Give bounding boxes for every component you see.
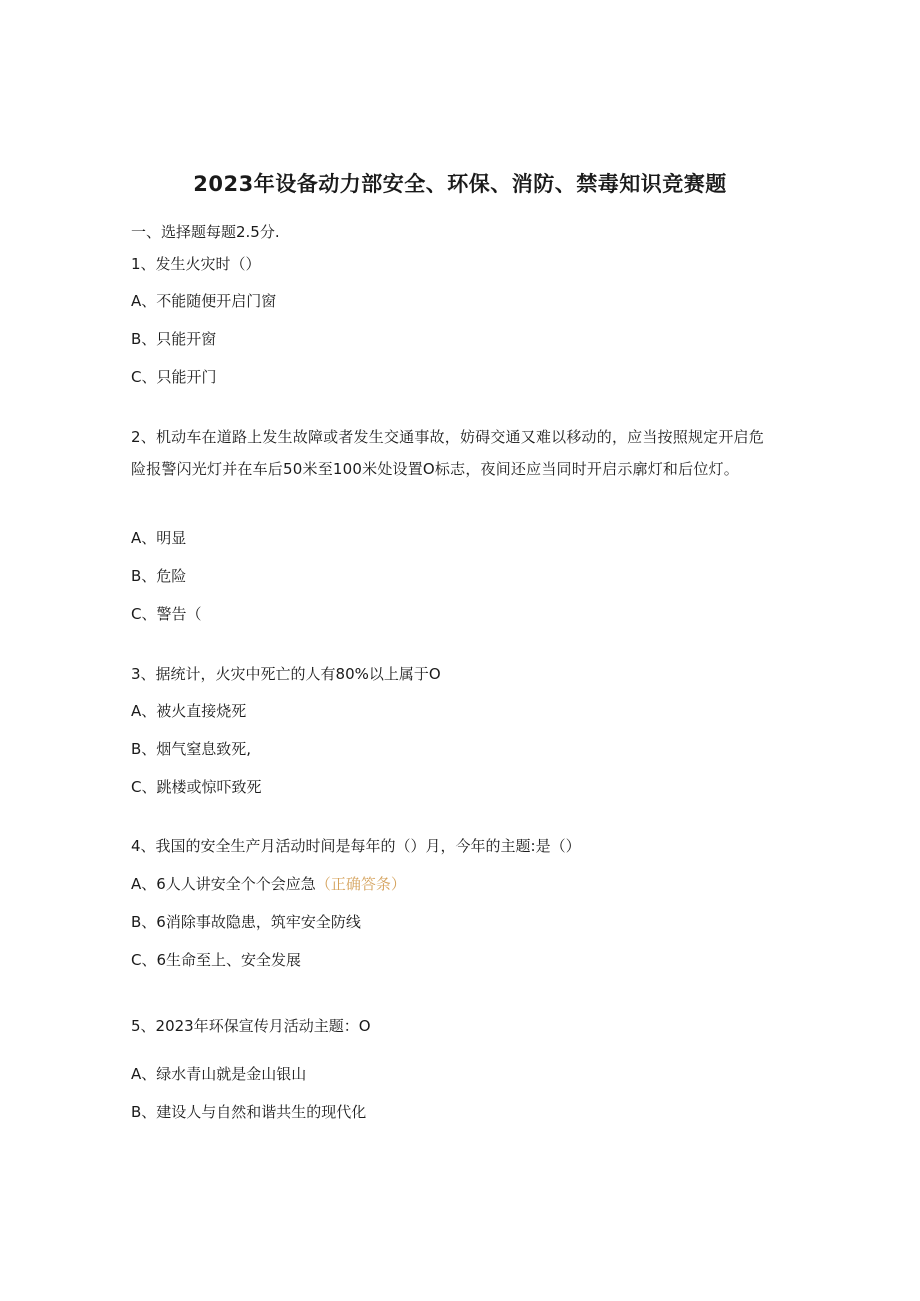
question-4-option-a-text: A、6人人讲安全个个会应急	[131, 875, 316, 893]
question-4-option-a	[131, 874, 406, 894]
question-1-option-a: A、不能随便开启门窗	[131, 292, 277, 310]
question-2-option-c: C、警告（	[131, 605, 202, 623]
section-heading: 一、选择题每题2.5分.	[131, 223, 280, 241]
question-4-stem: 4、我国的安全生产月活动时间是每年的（）月，今年的主题:是（）	[131, 837, 581, 855]
question-3-stem: 3、据统计，火灾中死亡的人有80%以上属于O	[131, 665, 441, 683]
question-2-option-b: B、危险	[131, 567, 187, 585]
question-1-option-c: C、只能开门	[131, 368, 217, 386]
question-3-option-b: B、烟气窒息致死,	[131, 740, 252, 758]
correct-answer-note: （正确答条）	[315, 875, 406, 893]
question-1-option-b: B、只能开窗	[131, 330, 217, 348]
question-5-stem: 5、2023年环保宣传月活动主题：O	[131, 1017, 371, 1035]
document-title: 2023年设备动力部安全、环保、消防、禁毒知识竞赛题	[193, 172, 727, 196]
question-2-option-a: A、明显	[131, 529, 187, 547]
question-5-option-b: B、建设人与自然和谐共生的现代化	[131, 1103, 367, 1121]
question-1-stem: 1、发生火灾时（）	[131, 255, 261, 273]
question-4-option-b: B、6消除事故隐患，筑牢安全防线	[131, 913, 361, 931]
question-3-option-a: A、被火直接烧死	[131, 702, 247, 720]
question-3-option-c: C、跳楼或惊吓致死	[131, 778, 262, 796]
question-5-option-a: A、绿水青山就是金山银山	[131, 1065, 307, 1083]
question-2-stem: 2、机动车在道路上发生故障或者发生交通事故，妨碍交通又难以移动的，应当按照规定开启危险报警闪光灯并在车后50米至100米处设置O标志，夜间还应当同时开启示廓灯和后位灯。	[131, 428, 764, 478]
question-4-option-c: C、6生命至上、安全发展	[131, 951, 302, 969]
